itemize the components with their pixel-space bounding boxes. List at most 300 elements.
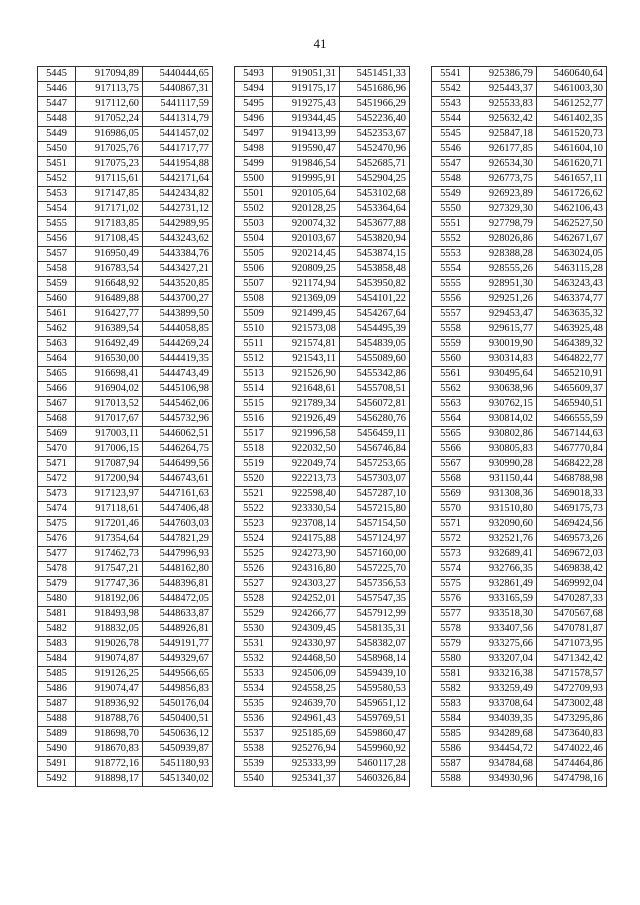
point-number-cell: 5531 bbox=[235, 637, 273, 652]
table-row bbox=[38, 622, 213, 637]
point-number-cell: 5449 bbox=[38, 127, 76, 142]
x-coordinate-cell: 916427,77 bbox=[76, 307, 143, 322]
x-coordinate-cell: 925443,37 bbox=[470, 82, 537, 97]
x-coordinate-cell: 934454,72 bbox=[470, 742, 537, 757]
x-coordinate-cell: 925632,42 bbox=[470, 112, 537, 127]
table-row bbox=[38, 712, 213, 727]
table-row bbox=[432, 652, 607, 667]
point-number-cell: 5495 bbox=[235, 97, 273, 112]
point-number-cell: 5498 bbox=[235, 142, 273, 157]
table-row bbox=[235, 697, 410, 712]
y-coordinate-cell: 5457225,70 bbox=[340, 562, 410, 577]
point-number-cell: 5557 bbox=[432, 307, 470, 322]
x-coordinate-cell: 917075,23 bbox=[76, 157, 143, 172]
point-number-cell: 5464 bbox=[38, 352, 76, 367]
y-coordinate-cell: 5457154,50 bbox=[340, 517, 410, 532]
x-coordinate-cell: 926534,30 bbox=[470, 157, 537, 172]
point-number-cell: 5470 bbox=[38, 442, 76, 457]
point-number-cell: 5558 bbox=[432, 322, 470, 337]
point-number-cell: 5465 bbox=[38, 367, 76, 382]
table-row bbox=[235, 337, 410, 352]
y-coordinate-cell: 5453102,68 bbox=[340, 187, 410, 202]
point-number-cell: 5513 bbox=[235, 367, 273, 382]
table-row bbox=[38, 172, 213, 187]
y-coordinate-cell: 5456459,11 bbox=[340, 427, 410, 442]
x-coordinate-cell: 921573,08 bbox=[273, 322, 340, 337]
point-number-cell: 5492 bbox=[38, 772, 76, 787]
x-coordinate-cell: 925276,94 bbox=[273, 742, 340, 757]
y-coordinate-cell: 5470287,33 bbox=[537, 592, 607, 607]
table-row bbox=[38, 547, 213, 562]
point-number-cell: 5497 bbox=[235, 127, 273, 142]
x-coordinate-cell: 929251,26 bbox=[470, 292, 537, 307]
x-coordinate-cell: 926923,89 bbox=[470, 187, 537, 202]
point-number-cell: 5522 bbox=[235, 502, 273, 517]
x-coordinate-cell: 932521,76 bbox=[470, 532, 537, 547]
y-coordinate-cell: 5440867,31 bbox=[143, 82, 213, 97]
x-coordinate-cell: 919074,87 bbox=[76, 652, 143, 667]
x-coordinate-cell: 932766,35 bbox=[470, 562, 537, 577]
y-coordinate-cell: 5471342,42 bbox=[537, 652, 607, 667]
table-row bbox=[38, 517, 213, 532]
point-number-cell: 5475 bbox=[38, 517, 76, 532]
table-row bbox=[235, 127, 410, 142]
point-number-cell: 5472 bbox=[38, 472, 76, 487]
table-row bbox=[38, 292, 213, 307]
y-coordinate-cell: 5471578,57 bbox=[537, 667, 607, 682]
x-coordinate-cell: 932861,49 bbox=[470, 577, 537, 592]
y-coordinate-cell: 5446499,56 bbox=[143, 457, 213, 472]
y-coordinate-cell: 5463925,48 bbox=[537, 322, 607, 337]
y-coordinate-cell: 5447603,03 bbox=[143, 517, 213, 532]
x-coordinate-cell: 924961,43 bbox=[273, 712, 340, 727]
table-row bbox=[432, 352, 607, 367]
y-coordinate-cell: 5459580,53 bbox=[340, 682, 410, 697]
table-row bbox=[38, 772, 213, 787]
y-coordinate-cell: 5449191,77 bbox=[143, 637, 213, 652]
point-number-cell: 5556 bbox=[432, 292, 470, 307]
x-coordinate-cell: 931150,44 bbox=[470, 472, 537, 487]
table-row bbox=[38, 637, 213, 652]
y-coordinate-cell: 5472709,93 bbox=[537, 682, 607, 697]
point-number-cell: 5459 bbox=[38, 277, 76, 292]
y-coordinate-cell: 5452904,25 bbox=[340, 172, 410, 187]
x-coordinate-cell: 933165,59 bbox=[470, 592, 537, 607]
y-coordinate-cell: 5474464,86 bbox=[537, 757, 607, 772]
y-coordinate-cell: 5451966,29 bbox=[340, 97, 410, 112]
point-number-cell: 5502 bbox=[235, 202, 273, 217]
x-coordinate-cell: 919995,91 bbox=[273, 172, 340, 187]
y-coordinate-cell: 5451451,33 bbox=[340, 67, 410, 82]
x-coordinate-cell: 917017,67 bbox=[76, 412, 143, 427]
y-coordinate-cell: 5469992,04 bbox=[537, 577, 607, 592]
y-coordinate-cell: 5441314,79 bbox=[143, 112, 213, 127]
table-row bbox=[432, 232, 607, 247]
x-coordinate-cell: 920214,45 bbox=[273, 247, 340, 262]
point-number-cell: 5445 bbox=[38, 67, 76, 82]
x-coordinate-cell: 924468,50 bbox=[273, 652, 340, 667]
y-coordinate-cell: 5465210,91 bbox=[537, 367, 607, 382]
point-number-cell: 5577 bbox=[432, 607, 470, 622]
point-number-cell: 5562 bbox=[432, 382, 470, 397]
x-coordinate-cell: 923708,14 bbox=[273, 517, 340, 532]
x-coordinate-cell: 925847,18 bbox=[470, 127, 537, 142]
y-coordinate-cell: 5443899,50 bbox=[143, 307, 213, 322]
y-coordinate-cell: 5452236,40 bbox=[340, 112, 410, 127]
table-row bbox=[235, 562, 410, 577]
y-coordinate-cell: 5458135,31 bbox=[340, 622, 410, 637]
x-coordinate-cell: 916698,41 bbox=[76, 367, 143, 382]
table-row bbox=[235, 547, 410, 562]
page-number: 41 bbox=[313, 36, 327, 51]
point-number-cell: 5467 bbox=[38, 397, 76, 412]
point-number-cell: 5489 bbox=[38, 727, 76, 742]
point-number-cell: 5564 bbox=[432, 412, 470, 427]
table-row bbox=[235, 442, 410, 457]
x-coordinate-cell: 918493,98 bbox=[76, 607, 143, 622]
table-row bbox=[38, 112, 213, 127]
x-coordinate-cell: 930762,15 bbox=[470, 397, 537, 412]
point-number-cell: 5554 bbox=[432, 262, 470, 277]
point-number-cell: 5532 bbox=[235, 652, 273, 667]
point-number-cell: 5458 bbox=[38, 262, 76, 277]
point-number-cell: 5483 bbox=[38, 637, 76, 652]
table-row bbox=[38, 247, 213, 262]
x-coordinate-cell: 922213,73 bbox=[273, 472, 340, 487]
point-number-cell: 5486 bbox=[38, 682, 76, 697]
point-number-cell: 5534 bbox=[235, 682, 273, 697]
table-row bbox=[432, 172, 607, 187]
y-coordinate-cell: 5463243,43 bbox=[537, 277, 607, 292]
x-coordinate-cell: 917113,75 bbox=[76, 82, 143, 97]
point-number-cell: 5517 bbox=[235, 427, 273, 442]
table-row bbox=[38, 457, 213, 472]
table-row bbox=[432, 487, 607, 502]
point-number-cell: 5479 bbox=[38, 577, 76, 592]
y-coordinate-cell: 5457160,00 bbox=[340, 547, 410, 562]
x-coordinate-cell: 916648,92 bbox=[76, 277, 143, 292]
point-number-cell: 5569 bbox=[432, 487, 470, 502]
table-row bbox=[235, 277, 410, 292]
point-number-cell: 5478 bbox=[38, 562, 76, 577]
point-number-cell: 5584 bbox=[432, 712, 470, 727]
y-coordinate-cell: 5442171,64 bbox=[143, 172, 213, 187]
x-coordinate-cell: 917094,89 bbox=[76, 67, 143, 82]
x-coordinate-cell: 934930,96 bbox=[470, 772, 537, 787]
point-number-cell: 5549 bbox=[432, 187, 470, 202]
point-number-cell: 5528 bbox=[235, 592, 273, 607]
y-coordinate-cell: 5457303,07 bbox=[340, 472, 410, 487]
y-coordinate-cell: 5448162,80 bbox=[143, 562, 213, 577]
x-coordinate-cell: 925333,99 bbox=[273, 757, 340, 772]
table-row bbox=[432, 502, 607, 517]
table-row bbox=[38, 367, 213, 382]
point-number-cell: 5527 bbox=[235, 577, 273, 592]
table-row bbox=[38, 202, 213, 217]
y-coordinate-cell: 5473295,86 bbox=[537, 712, 607, 727]
point-number-cell: 5539 bbox=[235, 757, 273, 772]
point-number-cell: 5530 bbox=[235, 622, 273, 637]
table-row bbox=[38, 532, 213, 547]
x-coordinate-cell: 920128,25 bbox=[273, 202, 340, 217]
point-number-cell: 5565 bbox=[432, 427, 470, 442]
x-coordinate-cell: 924252,01 bbox=[273, 592, 340, 607]
table-row bbox=[432, 337, 607, 352]
point-number-cell: 5485 bbox=[38, 667, 76, 682]
point-number-cell: 5563 bbox=[432, 397, 470, 412]
y-coordinate-cell: 5457287,10 bbox=[340, 487, 410, 502]
point-number-cell: 5469 bbox=[38, 427, 76, 442]
point-number-cell: 5524 bbox=[235, 532, 273, 547]
x-coordinate-cell: 934039,35 bbox=[470, 712, 537, 727]
y-coordinate-cell: 5462671,67 bbox=[537, 232, 607, 247]
x-coordinate-cell: 929615,77 bbox=[470, 322, 537, 337]
x-coordinate-cell: 916986,05 bbox=[76, 127, 143, 142]
point-number-cell: 5500 bbox=[235, 172, 273, 187]
table-row bbox=[235, 172, 410, 187]
x-coordinate-cell: 917354,64 bbox=[76, 532, 143, 547]
y-coordinate-cell: 5467144,63 bbox=[537, 427, 607, 442]
table-row bbox=[432, 427, 607, 442]
point-number-cell: 5583 bbox=[432, 697, 470, 712]
table-row bbox=[235, 487, 410, 502]
point-number-cell: 5521 bbox=[235, 487, 273, 502]
point-number-cell: 5468 bbox=[38, 412, 76, 427]
table-row bbox=[38, 307, 213, 322]
point-number-cell: 5448 bbox=[38, 112, 76, 127]
x-coordinate-cell: 921369,09 bbox=[273, 292, 340, 307]
y-coordinate-cell: 5446062,51 bbox=[143, 427, 213, 442]
x-coordinate-cell: 922032,50 bbox=[273, 442, 340, 457]
y-coordinate-cell: 5449329,67 bbox=[143, 652, 213, 667]
x-coordinate-cell: 917200,94 bbox=[76, 472, 143, 487]
x-coordinate-cell: 924558,25 bbox=[273, 682, 340, 697]
table-row bbox=[432, 667, 607, 682]
y-coordinate-cell: 5450400,51 bbox=[143, 712, 213, 727]
table-row bbox=[235, 637, 410, 652]
x-coordinate-cell: 921174,94 bbox=[273, 277, 340, 292]
x-coordinate-cell: 924316,80 bbox=[273, 562, 340, 577]
table-row bbox=[38, 652, 213, 667]
x-coordinate-cell: 917183,85 bbox=[76, 217, 143, 232]
point-number-cell: 5480 bbox=[38, 592, 76, 607]
y-coordinate-cell: 5463115,28 bbox=[537, 262, 607, 277]
table-row bbox=[235, 247, 410, 262]
x-coordinate-cell: 917547,21 bbox=[76, 562, 143, 577]
x-coordinate-cell: 930019,90 bbox=[470, 337, 537, 352]
table-row bbox=[432, 157, 607, 172]
point-number-cell: 5553 bbox=[432, 247, 470, 262]
x-coordinate-cell: 917171,02 bbox=[76, 202, 143, 217]
coordinate-table-2 bbox=[234, 66, 410, 787]
point-number-cell: 5525 bbox=[235, 547, 273, 562]
point-number-cell: 5561 bbox=[432, 367, 470, 382]
y-coordinate-cell: 5453874,15 bbox=[340, 247, 410, 262]
point-number-cell: 5559 bbox=[432, 337, 470, 352]
table-row bbox=[235, 532, 410, 547]
y-coordinate-cell: 5461657,11 bbox=[537, 172, 607, 187]
y-coordinate-cell: 5444419,35 bbox=[143, 352, 213, 367]
point-number-cell: 5510 bbox=[235, 322, 273, 337]
y-coordinate-cell: 5457547,35 bbox=[340, 592, 410, 607]
point-number-cell: 5526 bbox=[235, 562, 273, 577]
table-row bbox=[38, 322, 213, 337]
x-coordinate-cell: 916950,49 bbox=[76, 247, 143, 262]
x-coordinate-cell: 917087,94 bbox=[76, 457, 143, 472]
y-coordinate-cell: 5443243,62 bbox=[143, 232, 213, 247]
table-row bbox=[432, 112, 607, 127]
table-row bbox=[38, 232, 213, 247]
table-row bbox=[38, 397, 213, 412]
table-row bbox=[235, 772, 410, 787]
y-coordinate-cell: 5461402,35 bbox=[537, 112, 607, 127]
table-row bbox=[432, 712, 607, 727]
point-number-cell: 5494 bbox=[235, 82, 273, 97]
table-row bbox=[38, 337, 213, 352]
y-coordinate-cell: 5449856,83 bbox=[143, 682, 213, 697]
table-row bbox=[432, 217, 607, 232]
y-coordinate-cell: 5447996,93 bbox=[143, 547, 213, 562]
x-coordinate-cell: 920105,64 bbox=[273, 187, 340, 202]
point-number-cell: 5570 bbox=[432, 502, 470, 517]
table-row bbox=[432, 97, 607, 112]
point-number-cell: 5587 bbox=[432, 757, 470, 772]
table-row bbox=[235, 367, 410, 382]
table-row bbox=[432, 412, 607, 427]
x-coordinate-cell: 917462,73 bbox=[76, 547, 143, 562]
point-number-cell: 5476 bbox=[38, 532, 76, 547]
y-coordinate-cell: 5440444,65 bbox=[143, 67, 213, 82]
point-number-cell: 5523 bbox=[235, 517, 273, 532]
y-coordinate-cell: 5457356,53 bbox=[340, 577, 410, 592]
table-row bbox=[38, 427, 213, 442]
point-number-cell: 5581 bbox=[432, 667, 470, 682]
point-number-cell: 5471 bbox=[38, 457, 76, 472]
point-number-cell: 5560 bbox=[432, 352, 470, 367]
point-number-cell: 5520 bbox=[235, 472, 273, 487]
x-coordinate-cell: 928555,26 bbox=[470, 262, 537, 277]
table-row bbox=[432, 682, 607, 697]
point-number-cell: 5507 bbox=[235, 277, 273, 292]
table-row bbox=[38, 742, 213, 757]
y-coordinate-cell: 5451340,02 bbox=[143, 772, 213, 787]
point-number-cell: 5579 bbox=[432, 637, 470, 652]
table-row bbox=[432, 637, 607, 652]
x-coordinate-cell: 920074,32 bbox=[273, 217, 340, 232]
point-number-cell: 5574 bbox=[432, 562, 470, 577]
point-number-cell: 5536 bbox=[235, 712, 273, 727]
point-number-cell: 5571 bbox=[432, 517, 470, 532]
y-coordinate-cell: 5470781,87 bbox=[537, 622, 607, 637]
point-number-cell: 5484 bbox=[38, 652, 76, 667]
y-coordinate-cell: 5468788,98 bbox=[537, 472, 607, 487]
y-coordinate-cell: 5461003,30 bbox=[537, 82, 607, 97]
table-row bbox=[432, 247, 607, 262]
x-coordinate-cell: 933518,30 bbox=[470, 607, 537, 622]
y-coordinate-cell: 5459651,12 bbox=[340, 697, 410, 712]
x-coordinate-cell: 924639,70 bbox=[273, 697, 340, 712]
point-number-cell: 5487 bbox=[38, 697, 76, 712]
table-row bbox=[235, 667, 410, 682]
table-row bbox=[235, 397, 410, 412]
table-row bbox=[38, 352, 213, 367]
point-number-cell: 5551 bbox=[432, 217, 470, 232]
y-coordinate-cell: 5470567,68 bbox=[537, 607, 607, 622]
x-coordinate-cell: 917115,61 bbox=[76, 172, 143, 187]
y-coordinate-cell: 5450939,87 bbox=[143, 742, 213, 757]
point-number-cell: 5540 bbox=[235, 772, 273, 787]
x-coordinate-cell: 919413,99 bbox=[273, 127, 340, 142]
x-coordinate-cell: 926177,85 bbox=[470, 142, 537, 157]
table-row bbox=[235, 382, 410, 397]
table-row bbox=[432, 82, 607, 97]
point-number-cell: 5501 bbox=[235, 187, 273, 202]
point-number-cell: 5451 bbox=[38, 157, 76, 172]
table-row bbox=[38, 757, 213, 772]
table-row bbox=[38, 142, 213, 157]
point-number-cell: 5503 bbox=[235, 217, 273, 232]
y-coordinate-cell: 5454267,64 bbox=[340, 307, 410, 322]
y-coordinate-cell: 5454495,39 bbox=[340, 322, 410, 337]
y-coordinate-cell: 5474798,16 bbox=[537, 772, 607, 787]
x-coordinate-cell: 928026,86 bbox=[470, 232, 537, 247]
table-row bbox=[432, 187, 607, 202]
table-row bbox=[432, 547, 607, 562]
x-coordinate-cell: 933216,38 bbox=[470, 667, 537, 682]
x-coordinate-cell: 919275,43 bbox=[273, 97, 340, 112]
y-coordinate-cell: 5469424,56 bbox=[537, 517, 607, 532]
table-row bbox=[235, 157, 410, 172]
x-coordinate-cell: 921543,11 bbox=[273, 352, 340, 367]
table-row bbox=[432, 472, 607, 487]
point-number-cell: 5548 bbox=[432, 172, 470, 187]
table-row bbox=[432, 397, 607, 412]
table-row bbox=[432, 697, 607, 712]
x-coordinate-cell: 921648,61 bbox=[273, 382, 340, 397]
y-coordinate-cell: 5461726,62 bbox=[537, 187, 607, 202]
table-row bbox=[235, 67, 410, 82]
table-row bbox=[38, 667, 213, 682]
table-row bbox=[432, 622, 607, 637]
y-coordinate-cell: 5441954,88 bbox=[143, 157, 213, 172]
table-row bbox=[235, 742, 410, 757]
x-coordinate-cell: 931510,80 bbox=[470, 502, 537, 517]
y-coordinate-cell: 5450636,12 bbox=[143, 727, 213, 742]
point-number-cell: 5508 bbox=[235, 292, 273, 307]
y-coordinate-cell: 5460117,28 bbox=[340, 757, 410, 772]
x-coordinate-cell: 919074,47 bbox=[76, 682, 143, 697]
y-coordinate-cell: 5454101,22 bbox=[340, 292, 410, 307]
x-coordinate-cell: 917025,76 bbox=[76, 142, 143, 157]
y-coordinate-cell: 5460326,84 bbox=[340, 772, 410, 787]
x-coordinate-cell: 933708,64 bbox=[470, 697, 537, 712]
point-number-cell: 5496 bbox=[235, 112, 273, 127]
point-number-cell: 5578 bbox=[432, 622, 470, 637]
y-coordinate-cell: 5444058,85 bbox=[143, 322, 213, 337]
table-row bbox=[235, 187, 410, 202]
table-row bbox=[235, 502, 410, 517]
y-coordinate-cell: 5457124,97 bbox=[340, 532, 410, 547]
table-row bbox=[432, 67, 607, 82]
table-row bbox=[432, 442, 607, 457]
point-number-cell: 5493 bbox=[235, 67, 273, 82]
x-coordinate-cell: 930314,83 bbox=[470, 352, 537, 367]
point-number-cell: 5547 bbox=[432, 157, 470, 172]
table-row bbox=[432, 577, 607, 592]
y-coordinate-cell: 5469018,33 bbox=[537, 487, 607, 502]
y-coordinate-cell: 5473640,83 bbox=[537, 727, 607, 742]
table-row bbox=[432, 307, 607, 322]
